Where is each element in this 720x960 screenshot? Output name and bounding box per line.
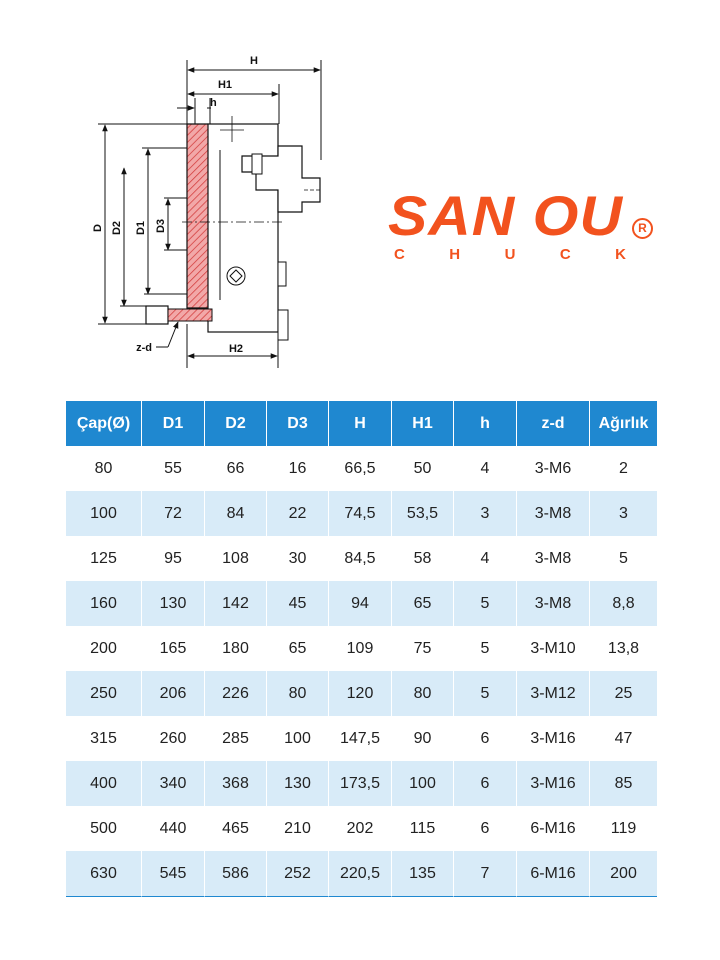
table-cell: 130 — [267, 761, 329, 806]
brand-name: SAN OU — [388, 184, 623, 247]
table-cell: 3-M6 — [517, 446, 590, 491]
chuck-technical-drawing — [60, 50, 360, 380]
table-cell: 3 — [454, 491, 517, 536]
table-cell: 3-M8 — [517, 536, 590, 581]
dimension-d2 — [111, 168, 146, 306]
table-row — [66, 626, 657, 671]
table-cell: 100 — [392, 761, 454, 806]
table-row — [66, 806, 657, 851]
table-cell: 8,8 — [590, 581, 657, 626]
column-header: Çap(Ø) — [66, 401, 142, 446]
dimension-h1 — [188, 79, 279, 124]
table-cell: 5 — [454, 581, 517, 626]
label-d3: D3 — [155, 218, 167, 234]
table-cell: 74,5 — [329, 491, 392, 536]
table-cell: 3-M8 — [517, 581, 590, 626]
table-cell: 55 — [142, 446, 205, 491]
table-cell: 180 — [205, 626, 267, 671]
table-cell: 5 — [454, 626, 517, 671]
column-header: h — [454, 401, 517, 446]
table-cell: 72 — [142, 491, 205, 536]
table-cell: 66 — [205, 446, 267, 491]
column-header: D1 — [142, 401, 205, 446]
table-cell: 125 — [66, 536, 142, 581]
table-cell: 545 — [142, 851, 205, 897]
table-cell: 30 — [267, 536, 329, 581]
table-cell: 200 — [66, 626, 142, 671]
table-cell: 160 — [66, 581, 142, 626]
table-cell: 108 — [205, 536, 267, 581]
label-d2: D2 — [111, 220, 123, 236]
brand-sub-letter: H — [449, 246, 461, 263]
label-h1: H1 — [217, 79, 233, 91]
table-cell: 250 — [66, 671, 142, 716]
table-cell: 45 — [267, 581, 329, 626]
table-cell: 25 — [590, 671, 657, 716]
table-cell: 202 — [329, 806, 392, 851]
brand-subtitle — [394, 246, 626, 263]
table-cell: 5 — [619, 549, 628, 567]
table-cell: 206 — [142, 671, 205, 716]
table-cell: 58 — [392, 536, 454, 581]
table-cell: 3-M8 — [517, 491, 590, 536]
table-cell: 84 — [205, 491, 267, 536]
specifications-table — [66, 401, 657, 897]
table-row — [66, 716, 657, 761]
chuck-body — [182, 116, 285, 332]
table-cell: 2 — [619, 459, 628, 477]
table-cell: 16 — [267, 446, 329, 491]
table-cell: 142 — [205, 581, 267, 626]
table-row — [66, 446, 657, 491]
table-cell: 3-M10 — [517, 626, 590, 671]
dimension-d3 — [155, 198, 187, 250]
table-cell: 100 — [267, 716, 329, 761]
table-cell: 200 — [590, 851, 657, 897]
brand-sub-letter: K — [615, 246, 626, 263]
table-cell: 3-M16 — [517, 761, 590, 806]
brand-sub-letter: C — [559, 246, 571, 263]
table-cell: 5 — [454, 671, 517, 716]
brand-logo — [388, 186, 658, 276]
table-cell: 210 — [267, 806, 329, 851]
table-cell: 465 — [205, 806, 267, 851]
table-cell: 130 — [142, 581, 205, 626]
table-row — [66, 581, 657, 626]
brand-sub-letter: C — [394, 246, 405, 263]
column-header: H1 — [392, 401, 454, 446]
table-cell: 95 — [142, 536, 205, 581]
table-cell: 85 — [590, 761, 657, 806]
label-d1: D1 — [135, 220, 147, 236]
table-cell: 315 — [66, 716, 142, 761]
table-cell: 119 — [610, 819, 637, 837]
column-header: D2 — [205, 401, 267, 446]
table-cell: 252 — [267, 851, 329, 897]
table-cell: 440 — [142, 806, 205, 851]
table-cell: 65 — [267, 626, 329, 671]
label-h: H — [250, 55, 258, 67]
column-header: H — [329, 401, 392, 446]
dimension-small-h — [177, 97, 217, 124]
table-cell: 80 — [392, 671, 454, 716]
table-cell: 135 — [392, 851, 454, 897]
table-cell: 13,8 — [607, 639, 640, 657]
table-cell: 340 — [142, 761, 205, 806]
table-cell: 115 — [392, 806, 454, 851]
table-body — [66, 446, 657, 897]
label-h2: H2 — [228, 343, 244, 355]
table-cell: 260 — [142, 716, 205, 761]
table-cell: 3-M12 — [517, 671, 590, 716]
table-cell: 6-M16 — [517, 806, 590, 851]
table-row — [66, 761, 657, 806]
registered-mark: R — [632, 218, 653, 239]
table-cell: 285 — [205, 716, 267, 761]
table-cell: 226 — [205, 671, 267, 716]
table-cell: 6 — [454, 761, 517, 806]
table-cell: 53,5 — [392, 491, 454, 536]
table-cell: 147,5 — [329, 716, 392, 761]
table-cell: 6-M16 — [517, 851, 590, 897]
table-cell: 3-M16 — [517, 716, 590, 761]
side-lug — [278, 262, 286, 286]
table-cell: 165 — [142, 626, 205, 671]
table-cell: 4 — [454, 536, 517, 581]
table-cell: 47 — [614, 729, 633, 747]
table-cell: 586 — [205, 851, 267, 897]
table-cell: 109 — [329, 626, 392, 671]
column-header: z-d — [517, 401, 590, 446]
column-header: D3 — [267, 401, 329, 446]
table-cell: 90 — [392, 716, 454, 761]
column-header: Ağırlık — [590, 401, 657, 446]
table-header-row — [66, 401, 657, 446]
table-cell: 173,5 — [329, 761, 392, 806]
table-cell: 65 — [392, 581, 454, 626]
table-cell: 400 — [66, 761, 142, 806]
table-row — [66, 491, 657, 536]
table-cell: 75 — [392, 626, 454, 671]
table-cell: 80 — [66, 446, 142, 491]
dimension-zd — [136, 322, 178, 354]
table-cell: 94 — [329, 581, 392, 626]
table-cell: 3 — [590, 491, 657, 536]
table-cell: 6 — [454, 806, 517, 851]
table-row — [66, 536, 657, 581]
table-cell: 7 — [454, 851, 517, 897]
table-cell: 4 — [454, 446, 517, 491]
table-cell: 80 — [267, 671, 329, 716]
table-row — [66, 851, 657, 897]
table-cell: 220,5 — [329, 851, 392, 897]
table-cell: 100 — [66, 491, 142, 536]
table-cell: 84,5 — [329, 536, 392, 581]
table-cell: 6 — [454, 716, 517, 761]
label-zd: z-d — [136, 342, 152, 354]
table-cell: 120 — [329, 671, 392, 716]
table-row — [66, 671, 657, 716]
label-d: D — [92, 224, 104, 232]
table-cell: 66,5 — [329, 446, 392, 491]
table-cell: 630 — [66, 851, 142, 897]
table-cell: 22 — [267, 491, 329, 536]
table-cell: 500 — [66, 806, 142, 851]
table-cell: 50 — [392, 446, 454, 491]
table-cell: 368 — [205, 761, 267, 806]
label-small-h: h — [210, 97, 217, 109]
brand-sub-letter: U — [504, 246, 516, 263]
